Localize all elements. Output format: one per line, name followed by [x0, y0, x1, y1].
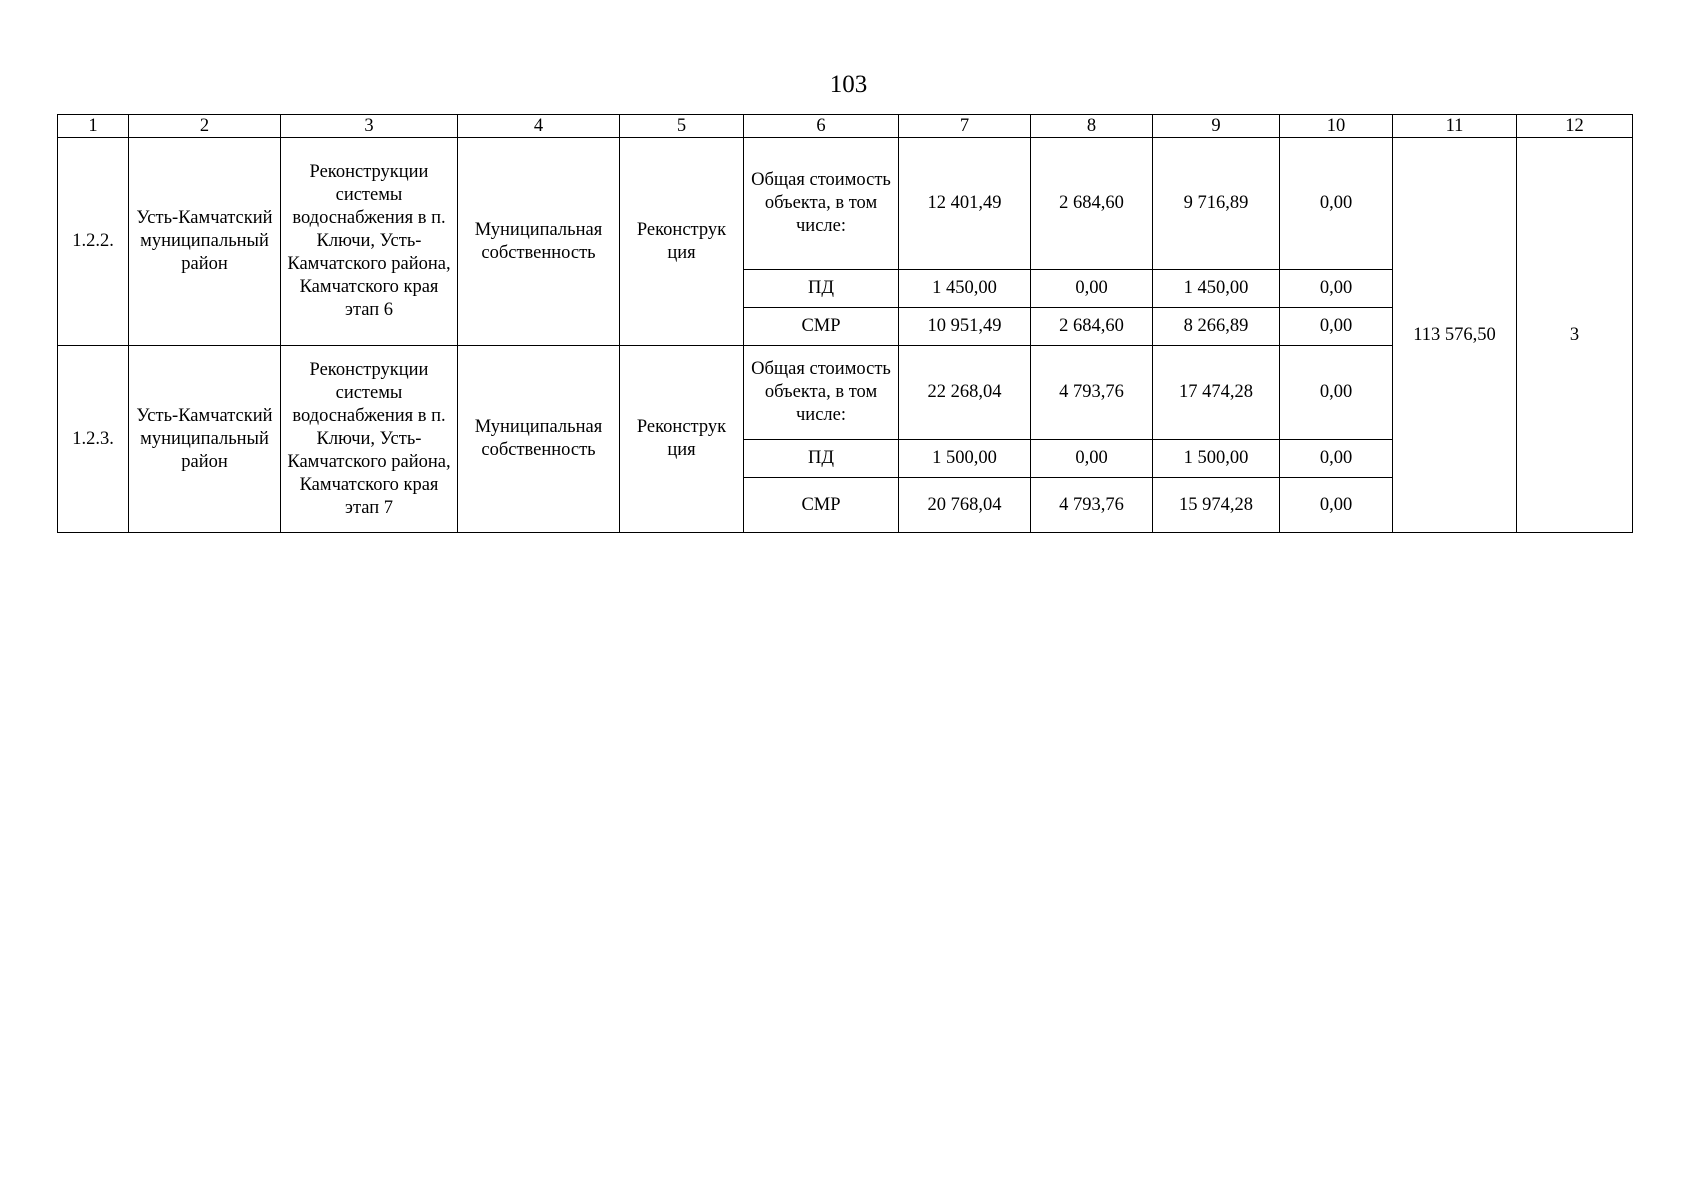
cost-type-label: ПД: [744, 440, 899, 478]
row-code: 1.2.3.: [58, 346, 129, 533]
header-cell-8: 8: [1031, 115, 1153, 138]
col9-value: 17 474,28: [1153, 346, 1280, 440]
col10-value: 0,00: [1280, 308, 1393, 346]
col9-value: 9 716,89: [1153, 138, 1280, 270]
header-cell-1: 1: [58, 115, 129, 138]
col10-value: 0,00: [1280, 440, 1393, 478]
col8-value: 4 793,76: [1031, 478, 1153, 533]
col8-value: 0,00: [1031, 270, 1153, 308]
header-row: [58, 115, 1633, 138]
work-type-cell: Реконструк ция: [620, 138, 744, 346]
row-code: 1.2.2.: [58, 138, 129, 346]
col12-value: 3: [1517, 138, 1633, 533]
object-name-cell: Реконструкции системы водоснабжения в п. Ключи, Усть-Камчатского района, Камчатского края этап 6: [281, 138, 458, 346]
col7-value: 1 450,00: [899, 270, 1031, 308]
col10-value: 0,00: [1280, 138, 1393, 270]
col8-value: 2 684,60: [1031, 308, 1153, 346]
col9-value: 1 450,00: [1153, 270, 1280, 308]
header-cell-4: 4: [458, 115, 620, 138]
cost-type-label: Общая стоимость объекта, в том числе:: [744, 138, 899, 270]
header-cell-5: 5: [620, 115, 744, 138]
col7-value: 10 951,49: [899, 308, 1031, 346]
col11-value: 113 576,50: [1393, 138, 1517, 533]
header-cell-9: 9: [1153, 115, 1280, 138]
ownership-cell: Муниципальная собственность: [458, 346, 620, 533]
col7-value: 20 768,04: [899, 478, 1031, 533]
header-cell-10: 10: [1280, 115, 1393, 138]
col8-value: 0,00: [1031, 440, 1153, 478]
col8-value: 4 793,76: [1031, 346, 1153, 440]
cost-type-label: СМР: [744, 308, 899, 346]
col10-value: 0,00: [1280, 346, 1393, 440]
district-cell: Усть-Камчатский муниципальный район: [129, 346, 281, 533]
col8-value: 2 684,60: [1031, 138, 1153, 270]
investment-objects-table: [57, 114, 1633, 533]
header-cell-3: 3: [281, 115, 458, 138]
header-cell-12: 12: [1517, 115, 1633, 138]
col7-value: 22 268,04: [899, 346, 1031, 440]
table-row: [58, 138, 1633, 270]
cost-type-label: СМР: [744, 478, 899, 533]
object-name-cell: Реконструкции системы водоснабжения в п. Ключи, Усть-Камчатского района, Камчатского края этап 7: [281, 346, 458, 533]
header-cell-6: 6: [744, 115, 899, 138]
cost-type-label: ПД: [744, 270, 899, 308]
ownership-cell: Муниципальная собственность: [458, 138, 620, 346]
col9-value: 1 500,00: [1153, 440, 1280, 478]
cost-type-label: Общая стоимость объекта, в том числе:: [744, 346, 899, 440]
header-cell-2: 2: [129, 115, 281, 138]
col7-value: 12 401,49: [899, 138, 1031, 270]
page-number: 103: [829, 71, 868, 98]
col10-value: 0,00: [1280, 478, 1393, 533]
header-cell-7: 7: [899, 115, 1031, 138]
col10-value: 0,00: [1280, 270, 1393, 308]
col9-value: 8 266,89: [1153, 308, 1280, 346]
header-cell-11: 11: [1393, 115, 1517, 138]
col7-value: 1 500,00: [899, 440, 1031, 478]
col9-value: 15 974,28: [1153, 478, 1280, 533]
work-type-cell: Реконструк ция: [620, 346, 744, 533]
district-cell: Усть-Камчатский муниципальный район: [129, 138, 281, 346]
